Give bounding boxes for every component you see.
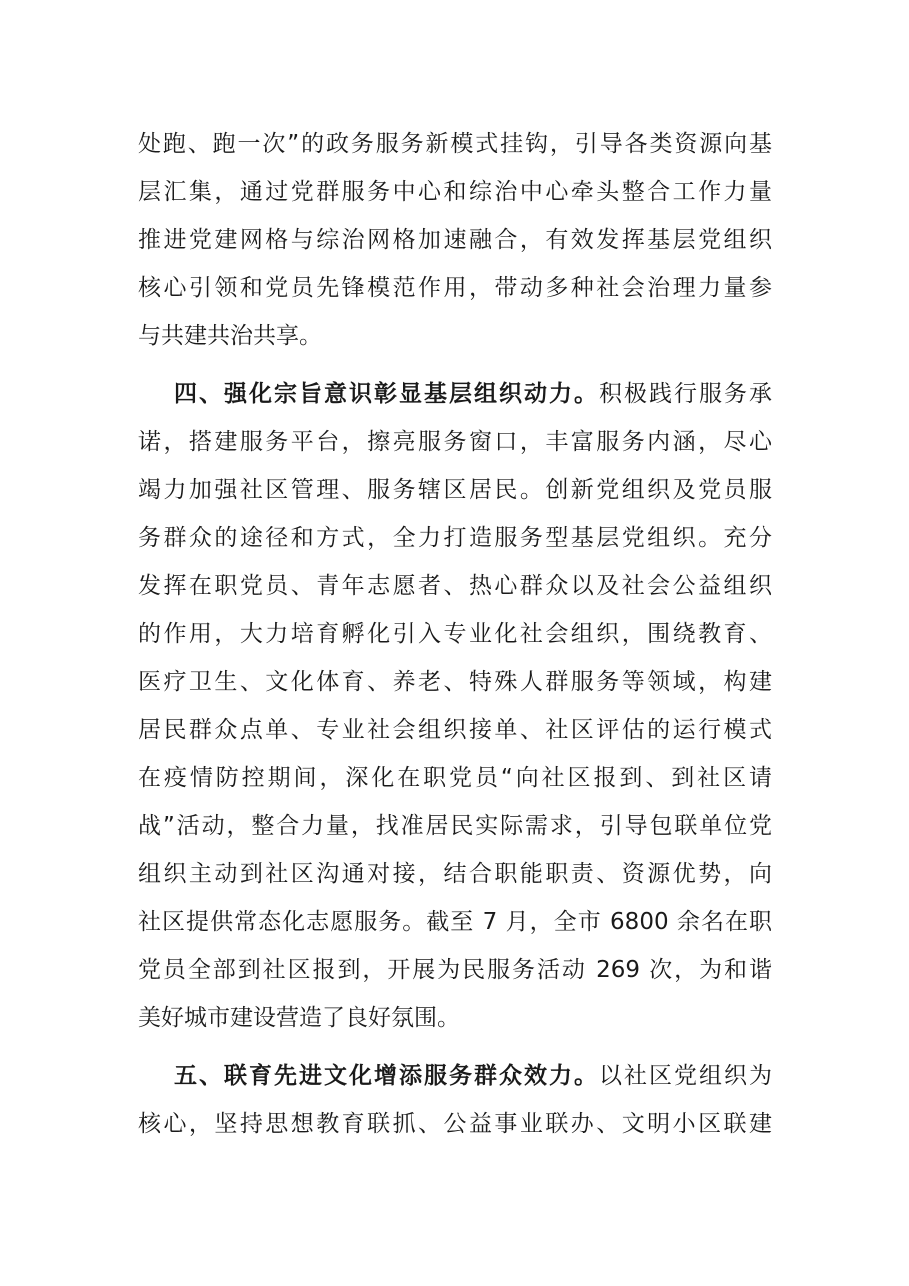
paragraph-2-line-3: 竭力加强社区管理、服务辖区居民。创新党组织及党员服 bbox=[138, 477, 772, 503]
paragraph-1-line-4: 核心引领和党员先锋模范作用，带动多种社会治理力量参 bbox=[138, 275, 772, 301]
paragraph-2-line-4: 务群众的途径和方式，全力打造服务型基层党组织。充分 bbox=[138, 525, 772, 551]
paragraph-2-first-line-rest: 积极践行服务承 bbox=[599, 381, 772, 407]
paragraph-1-line-3: 推进党建网格与综治网格加速融合，有效发挥基层党组织 bbox=[138, 227, 772, 253]
paragraph-3-line-2: 核心，坚持思想教育联抓、公益事业联办、文明小区联建 bbox=[138, 1111, 772, 1137]
paragraph-2-line-2: 诺，搭建服务平台，擦亮服务窗口，丰富服务内涵，尽心 bbox=[138, 429, 772, 455]
paragraph-2-line-8: 居民群众点单、专业社会组织接单、社区评估的运行模式 bbox=[138, 717, 772, 743]
paragraph-2-line-5: 发挥在职党员、青年志愿者、热心群众以及社会公益组织 bbox=[138, 573, 772, 599]
paragraph-3-first-line bbox=[174, 1056, 772, 1096]
paragraph-2-line-11: 组织主动到社区沟通对接，结合职能职责、资源优势，向 bbox=[138, 861, 772, 887]
paragraph-2-first-line bbox=[174, 374, 772, 414]
paragraph-1-line-2: 层汇集，通过党群服务中心和综治中心牵头整合工作力量 bbox=[138, 179, 772, 205]
section-heading-5: 五、联育先进文化增添服务群众效力。 bbox=[174, 1063, 599, 1089]
paragraph-1-line-1: 处跑、跑一次”的政务服务新模式挂钩，引导各类资源向基 bbox=[138, 131, 772, 157]
paragraph-2-line-9: 在疫情防控期间，深化在职党员“向社区报到、到社区请 bbox=[138, 765, 772, 791]
section-heading-4: 四、强化宗旨意识彰显基层组织动力。 bbox=[174, 381, 599, 407]
paragraph-2-line-10: 战”活动，整合力量，找准居民实际需求，引导包联单位党 bbox=[138, 813, 772, 839]
paragraph-1-line-5: 与共建共治共享。 bbox=[138, 323, 322, 349]
paragraph-2-line-14: 美好城市建设营造了良好氛围。 bbox=[138, 1005, 460, 1031]
paragraph-2-line-12: 社区提供常态化志愿服务。截至 7 月，全市 6800 余名在职 bbox=[138, 909, 772, 935]
paragraph-2-line-13: 党员全部到社区报到，开展为民服务活动 269 次，为和谐 bbox=[138, 957, 772, 983]
paragraph-2-line-7: 医疗卫生、文化体育、养老、特殊人群服务等领域，构建 bbox=[138, 669, 772, 695]
paragraph-3-first-line-rest: 以社区党组织为 bbox=[599, 1063, 772, 1089]
paragraph-2-line-6: 的作用，大力培育孵化引入专业化社会组织，围绕教育、 bbox=[138, 621, 772, 647]
